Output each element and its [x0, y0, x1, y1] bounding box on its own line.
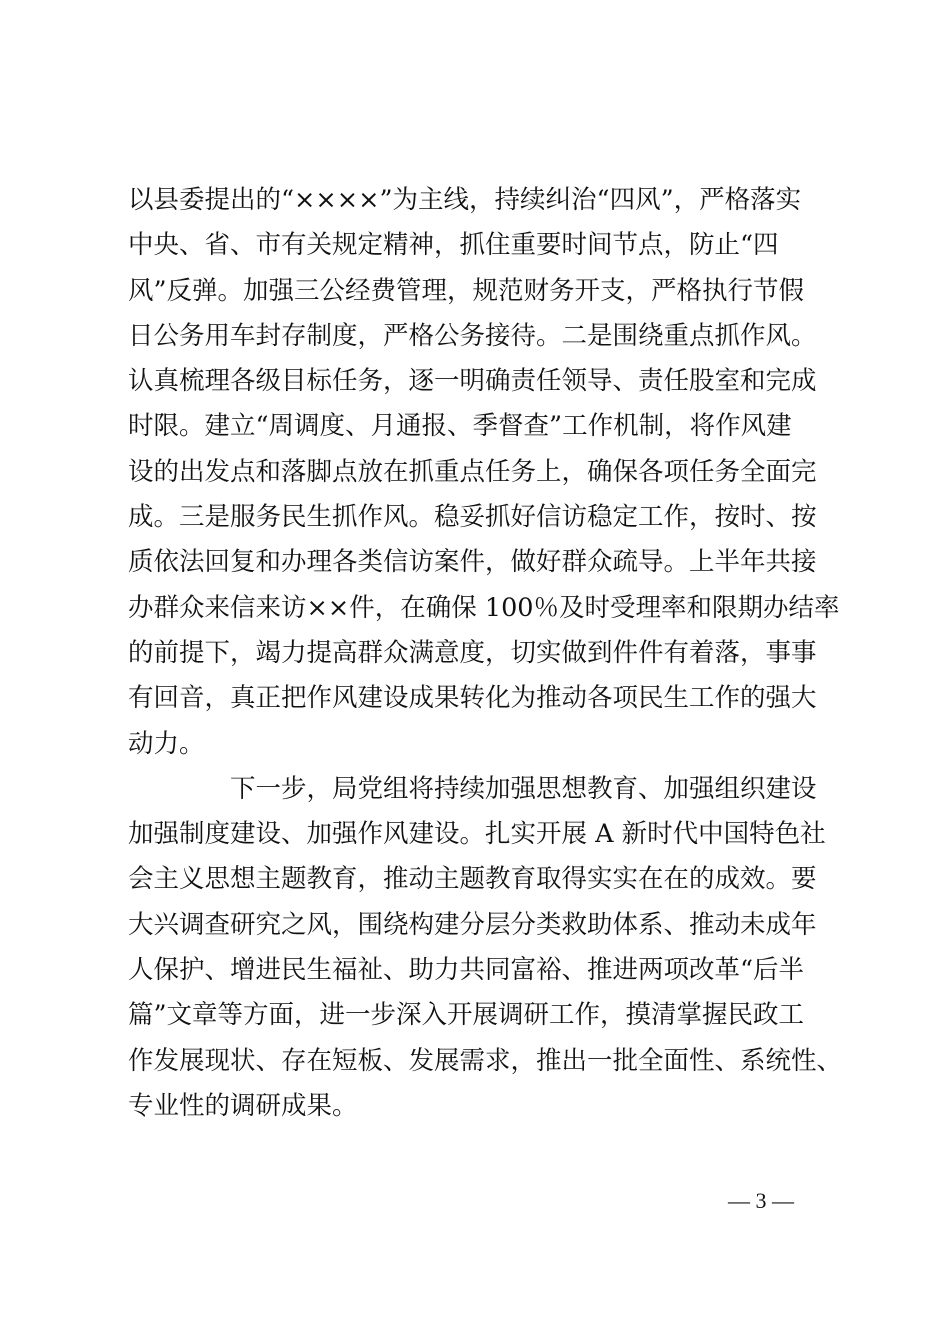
text-line: 加强制度建设、加强作风建设。扎实开展 A 新时代中国特色社: [128, 819, 826, 850]
text-line: 大兴调查研究之风，围绕构建分层分类救助体系、推动未成年: [128, 909, 817, 940]
body-text: [128, 178, 843, 1129]
text-line: 动力。: [128, 728, 205, 759]
text-line: 时限。建立“周调度、月通报、季督查”工作机制，将作风建: [128, 411, 792, 442]
text-line: 的前提下，竭力提高群众满意度，切实做到件件有着落，事事: [128, 637, 817, 668]
text-line: 设的出发点和落脚点放在抓重点任务上，确保各项任务全面完: [128, 456, 817, 487]
page-number: — 3 —: [728, 1188, 794, 1213]
paragraph-2: [128, 767, 843, 1129]
text-line: 专业性的调研成果。: [128, 1090, 358, 1121]
text-line: 人保护、增进民生福祉、助力共同富裕、推进两项改革“后半: [128, 955, 805, 986]
text-line: 日公务用车封存制度，严格公务接待。二是围绕重点抓作风。: [128, 320, 817, 351]
text-line: 作发展现状、存在短板、发展需求，推出一批全面性、系统性、: [128, 1045, 843, 1076]
text-line: 会主义思想主题教育，推动主题教育取得实实在在的成效。要: [128, 864, 817, 895]
text-line: 有回音，真正把作风建设成果转化为推动各项民生工作的强大: [128, 683, 817, 714]
text-line: 下一步，局党组将持续加强思想教育、加强组织建设: [230, 773, 817, 804]
text-line: 中央、省、市有关规定精神，抓住重要时间节点，防止“四: [128, 230, 779, 261]
text-line: 办群众来信来访××件，在确保 100％及时受理率和限期办结率: [128, 592, 840, 623]
paragraph-1: [128, 178, 840, 767]
text-line: 以县委提出的“××××”为主线，持续纠治“四风”，严格落实: [128, 185, 802, 215]
text-line: 认真梳理各级目标任务，逐一明确责任领导、责任股室和完成: [128, 366, 817, 397]
text-line: 篇”文章等方面，进一步深入开展调研工作，摸清掌握民政工: [128, 1000, 805, 1031]
text-line: 成。三是服务民生抓作风。稳妥抓好信访稳定工作，按时、按: [128, 502, 817, 533]
text-line: 风”反弹。加强三公经费管理，规范财务开支，严格执行节假: [128, 275, 805, 306]
text-line: 质依法回复和办理各类信访案件，做好群众疏导。上半年共接: [128, 547, 817, 578]
